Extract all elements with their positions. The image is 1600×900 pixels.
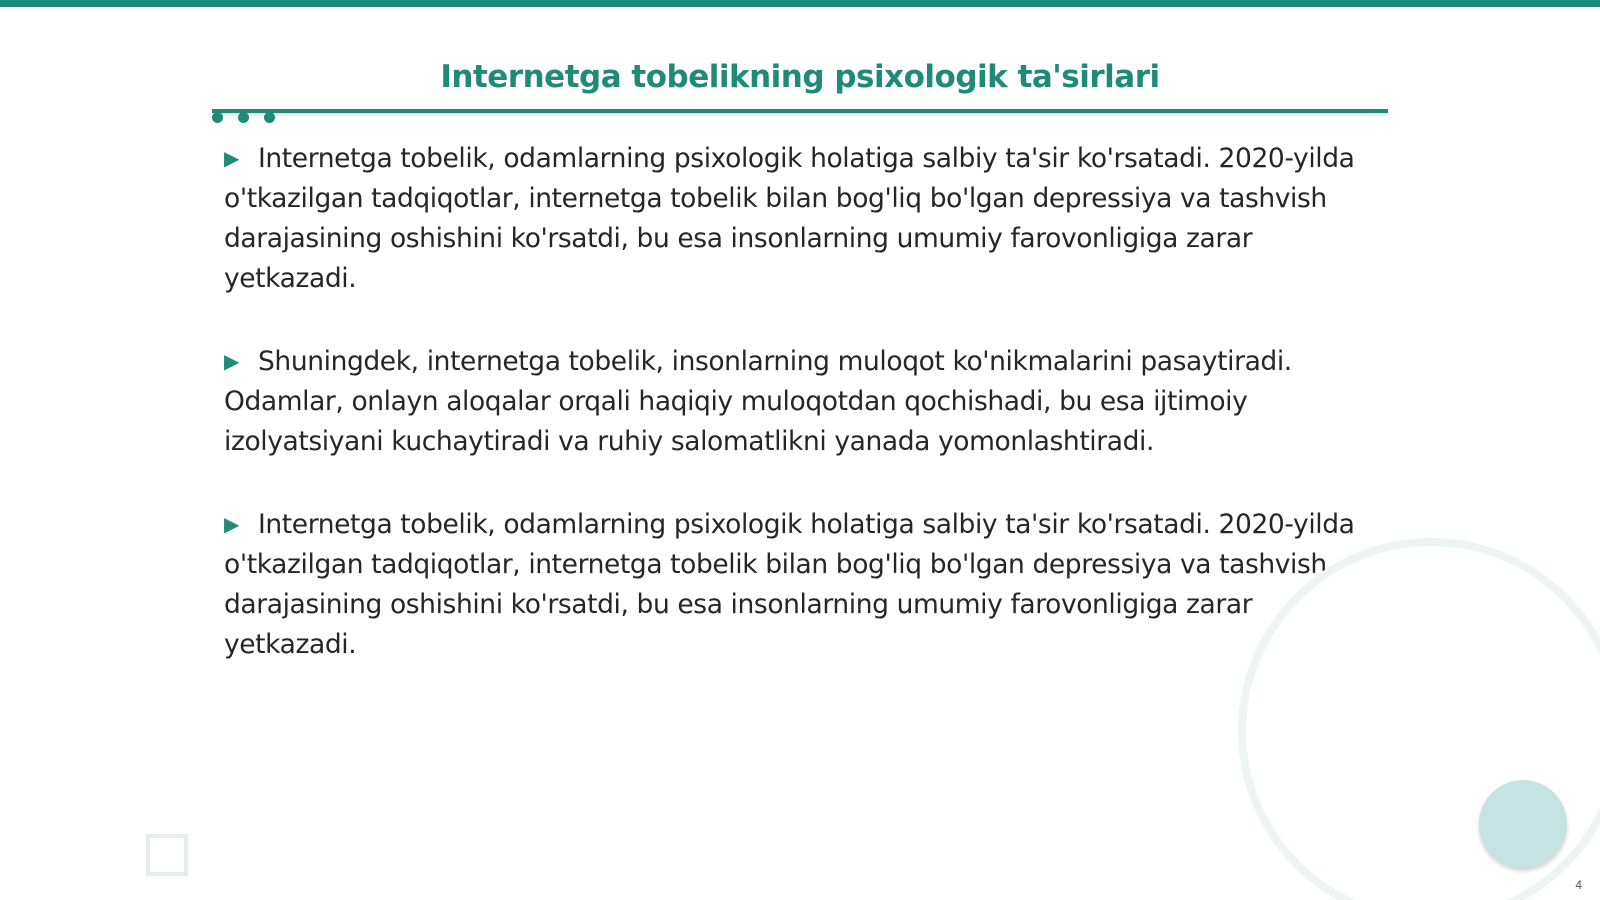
- title-underline: [212, 109, 1388, 113]
- triangle-bullet-icon: ▶: [224, 146, 239, 170]
- bullet-item: [224, 138, 1374, 299]
- bullet-text: Shuningdek, internetga tobelik, insonlarning muloqot ko'nikmalarini pasaytiradi. Odamlar, onlayn aloqalar orqali haqiqiy muloqotdan qochishadi, bu esa ijtimoiy izolyatsiyani kuchaytiradi va ruhiy salomatlikni yanada yomonlashtiradi.: [224, 346, 1292, 457]
- bullet-text: Internetga tobelik, odamlarning psixologik holatiga salbiy ta'sir ko'rsatadi. 2020-yilda o'tkazilgan tadqiqotlar, internetga tobelik bilan bog'liq bo'lgan depressiya va tashvish darajasining oshishini ko'rsatdi, bu esa insonlarning umumiy farovonligiga zarar yetkazadi.: [224, 143, 1355, 294]
- slide-title: Internetga tobelikning psixologik ta'sirlari: [440, 59, 1160, 95]
- triangle-bullet-icon: ▶: [224, 349, 239, 373]
- decor-dot: [212, 112, 223, 123]
- page-number: 4: [1575, 878, 1582, 892]
- top-accent-bar: [0, 0, 1600, 7]
- decor-dot: [264, 112, 275, 123]
- decor-square: [146, 834, 188, 876]
- bullet-item: [224, 504, 1374, 665]
- bullet-item: [224, 341, 1374, 462]
- bullet-text: Internetga tobelik, odamlarning psixologik holatiga salbiy ta'sir ko'rsatadi. 2020-yilda o'tkazilgan tadqiqotlar, internetga tobelik bilan bog'liq bo'lgan depressiya va tashvish darajasining oshishini ko'rsatdi, bu esa insonlarning umumiy farovonligiga zarar yetkazadi.: [224, 509, 1355, 660]
- decor-dot: [238, 112, 249, 123]
- bullet-list: [224, 138, 1374, 707]
- triangle-bullet-icon: ▶: [224, 512, 239, 536]
- decor-circle: [1479, 780, 1567, 868]
